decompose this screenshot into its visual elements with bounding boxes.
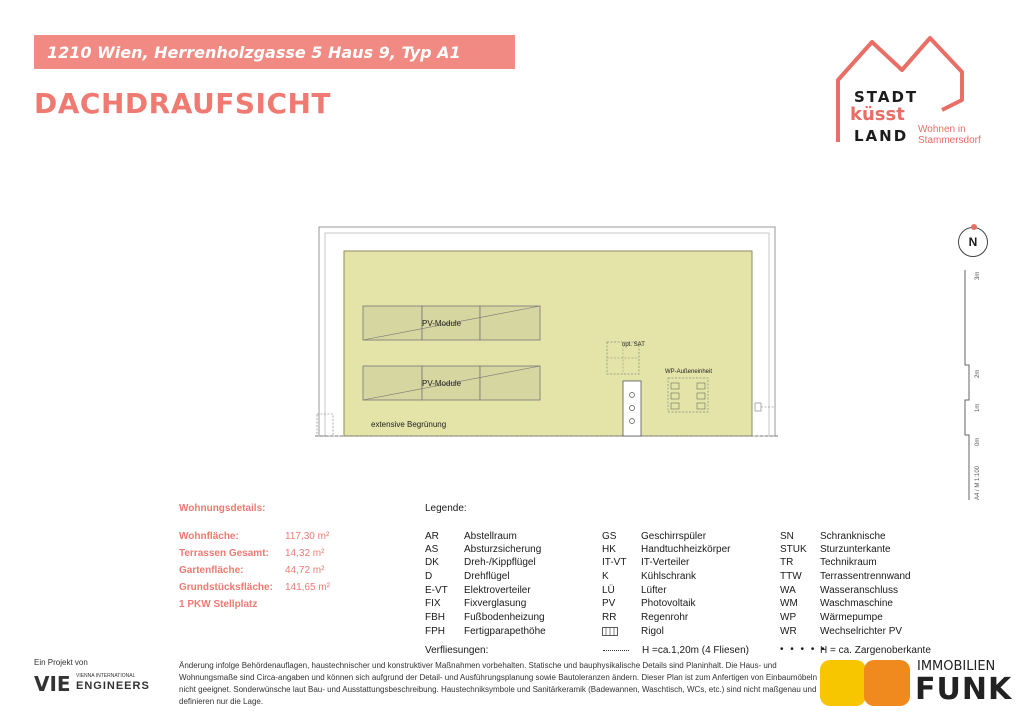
roof-green-area bbox=[344, 251, 752, 436]
logo-word-kuesst: küsst bbox=[850, 104, 905, 125]
legend-desc: Handtuchheizkörper bbox=[641, 544, 731, 555]
detail-value-garten: 44,72 m² bbox=[285, 565, 325, 576]
legend-abbr: FPH bbox=[425, 626, 445, 637]
funk-logo-text: FUNK bbox=[915, 672, 1013, 707]
north-dot-icon bbox=[971, 224, 977, 230]
logo-word-land: LAND bbox=[854, 127, 909, 145]
legend-desc: Fertigparapethöhe bbox=[464, 626, 546, 637]
legend-desc: Drehflügel bbox=[464, 571, 510, 582]
legend-desc: Fixverglasung bbox=[464, 598, 527, 609]
legend-desc: Terrassentrennwand bbox=[820, 571, 911, 582]
detail-value-terrassen: 14,32 m² bbox=[285, 548, 325, 559]
page-title: DACHDRAUFSICHT bbox=[34, 87, 332, 120]
north-arrow bbox=[958, 227, 988, 257]
scale-tick-2m: 2m bbox=[975, 369, 981, 378]
legend-abbr: HK bbox=[602, 544, 616, 555]
legend-abbr: IT-VT bbox=[602, 557, 627, 568]
legend-abbr: STUK bbox=[780, 544, 807, 555]
address-text: 1210 Wien, Herrenholzgasse 5 Haus 9, Typ A1 bbox=[47, 43, 461, 62]
scale-tick-3m: 3m bbox=[975, 271, 981, 280]
legend-abbr: AR bbox=[425, 531, 439, 542]
logo-sub-2: Stammersdorf bbox=[918, 135, 981, 146]
legend-abbr: LÜ bbox=[602, 585, 615, 596]
project-label: Ein Projekt von bbox=[34, 658, 88, 667]
detail-label-grundstueck: Grundstücksfläche: bbox=[179, 582, 273, 593]
legend-desc: Rigol bbox=[641, 626, 664, 637]
legend-desc: Elektroverteiler bbox=[464, 585, 531, 596]
legend-desc: Absturzsicherung bbox=[464, 544, 542, 555]
funk-orange-square bbox=[864, 660, 910, 706]
stadt-kuesst-land-logo bbox=[830, 32, 1000, 152]
legend-abbr: WM bbox=[780, 598, 798, 609]
legend-desc: Kühlschrank bbox=[641, 571, 697, 582]
legend-abbr: WP bbox=[780, 612, 797, 623]
vie-small-text: VIENNA INTERNATIONAL bbox=[76, 673, 136, 679]
scale-note: A4 / M 1:100 bbox=[975, 465, 981, 500]
logo-word-stadt: STADT bbox=[854, 88, 919, 106]
tiles-value-1: H =ca.1,20m (4 Fliesen) bbox=[642, 645, 749, 656]
disclaimer-text: Änderung infolge Behördenauflagen, haustechnischer und konstruktiver Maßnahmen vorbehalten. Statische und bauphysikalische Details sind Planinhalt. Die Haus- und Wohnungsmaße sind Circa-angaben und können sich aufgrund der Detail- und Ausführungsplanung sowie Bautoleranzen ändern. Dieser Plan ist zum Anfertigen von Einbaumöbeln nicht geeignet. Sonderwünsche laut Bau- und Ausstattungsbeschreibung. Haustechniksymbole und Sanitärkeramik (Badewannen, Waschtisch, WCs, etc.) sind nicht maßgenau und definieren nur die Lage. bbox=[179, 661, 818, 706]
legend-abbr: D bbox=[425, 571, 433, 582]
legend-desc: Wasseranschluss bbox=[820, 585, 898, 596]
legend-abbr: AS bbox=[425, 544, 439, 555]
legend-abbr: SN bbox=[780, 531, 794, 542]
vie-logo: VIE bbox=[34, 672, 71, 696]
legend-abbr: FBH bbox=[425, 612, 445, 623]
roof-plan-drawing bbox=[300, 215, 800, 450]
sat-label: opt. SAT bbox=[622, 342, 645, 348]
legend-abbr: E-VT bbox=[425, 585, 448, 596]
detail-value-grundstueck: 141,65 m² bbox=[285, 582, 331, 593]
legend-abbr: RR bbox=[602, 612, 617, 623]
legend-desc: Abstellraum bbox=[464, 531, 517, 542]
address-banner bbox=[34, 35, 515, 69]
vent-shaft bbox=[623, 381, 641, 436]
legend-abbr: K bbox=[602, 571, 609, 582]
north-letter: N bbox=[968, 235, 978, 249]
legend-abbr: PV bbox=[602, 598, 616, 609]
roof-plan bbox=[300, 215, 800, 450]
legend-abbr: TTW bbox=[780, 571, 802, 582]
detail-label-garten: Gartenfläche: bbox=[179, 565, 244, 576]
rigol-icon bbox=[602, 627, 618, 636]
pv-module-label-1: PV-Module bbox=[422, 319, 462, 328]
scale-tick-0m: 0m bbox=[975, 437, 981, 446]
funk-yellow-square bbox=[820, 660, 866, 706]
legend-abbr: WA bbox=[780, 585, 796, 596]
legend-desc: Dreh-/Kippflügel bbox=[464, 557, 536, 568]
pv-module-label-2: PV-Module bbox=[422, 379, 462, 388]
details-heading: Wohnungsdetails: bbox=[179, 503, 266, 514]
legend-desc: Schranknische bbox=[820, 531, 886, 542]
funk-immobilien-text: IMMOBILIEN bbox=[917, 659, 996, 674]
tiles-dotted-line bbox=[603, 650, 629, 651]
legend-abbr: FIX bbox=[425, 598, 441, 609]
logo-sub-1: Wohnen in bbox=[918, 124, 966, 135]
legend-desc: Technikraum bbox=[820, 557, 877, 568]
legend-desc: Geschirrspüler bbox=[641, 531, 707, 542]
legend-desc: Regenrohr bbox=[641, 612, 689, 623]
detail-value-wohnflaeche: 117,30 m² bbox=[285, 531, 330, 542]
legend-abbr: DK bbox=[425, 557, 439, 568]
detail-label-wohnflaeche: Wohnfläche: bbox=[179, 531, 239, 542]
tiles-value-2: H = ca. Zargenoberkante bbox=[820, 645, 931, 656]
legend-desc: IT-Verteiler bbox=[641, 557, 690, 568]
legend-desc: Wechselrichter PV bbox=[820, 626, 903, 637]
legend-desc: Sturzunterkante bbox=[820, 544, 891, 555]
legend-desc: Fußbodenheizung bbox=[464, 612, 545, 623]
legend-desc: Photovoltaik bbox=[641, 598, 696, 609]
scale-tick-1m: 1m bbox=[975, 403, 981, 412]
legend-abbr: TR bbox=[780, 557, 794, 568]
legend-desc: Lüfter bbox=[641, 585, 667, 596]
detail-label-terrassen: Terrassen Gesamt: bbox=[179, 548, 269, 559]
legend-desc: Waschmaschine bbox=[820, 598, 893, 609]
vie-engineers-text: ENGINEERS bbox=[76, 680, 150, 692]
greening-label: extensive Begrünung bbox=[371, 420, 447, 429]
wp-label: WP-Außeneinheit bbox=[665, 369, 713, 375]
legend-abbr: WR bbox=[780, 626, 797, 637]
legend-desc: Wärmepumpe bbox=[820, 612, 883, 623]
legend-heading: Legende: bbox=[425, 503, 467, 514]
legend-abbr: GS bbox=[602, 531, 617, 542]
detail-parking: 1 PKW Stellplatz bbox=[179, 599, 258, 610]
tiles-label: Verfliesungen: bbox=[425, 645, 489, 656]
tiles-dots: • • • • • bbox=[780, 644, 827, 655]
